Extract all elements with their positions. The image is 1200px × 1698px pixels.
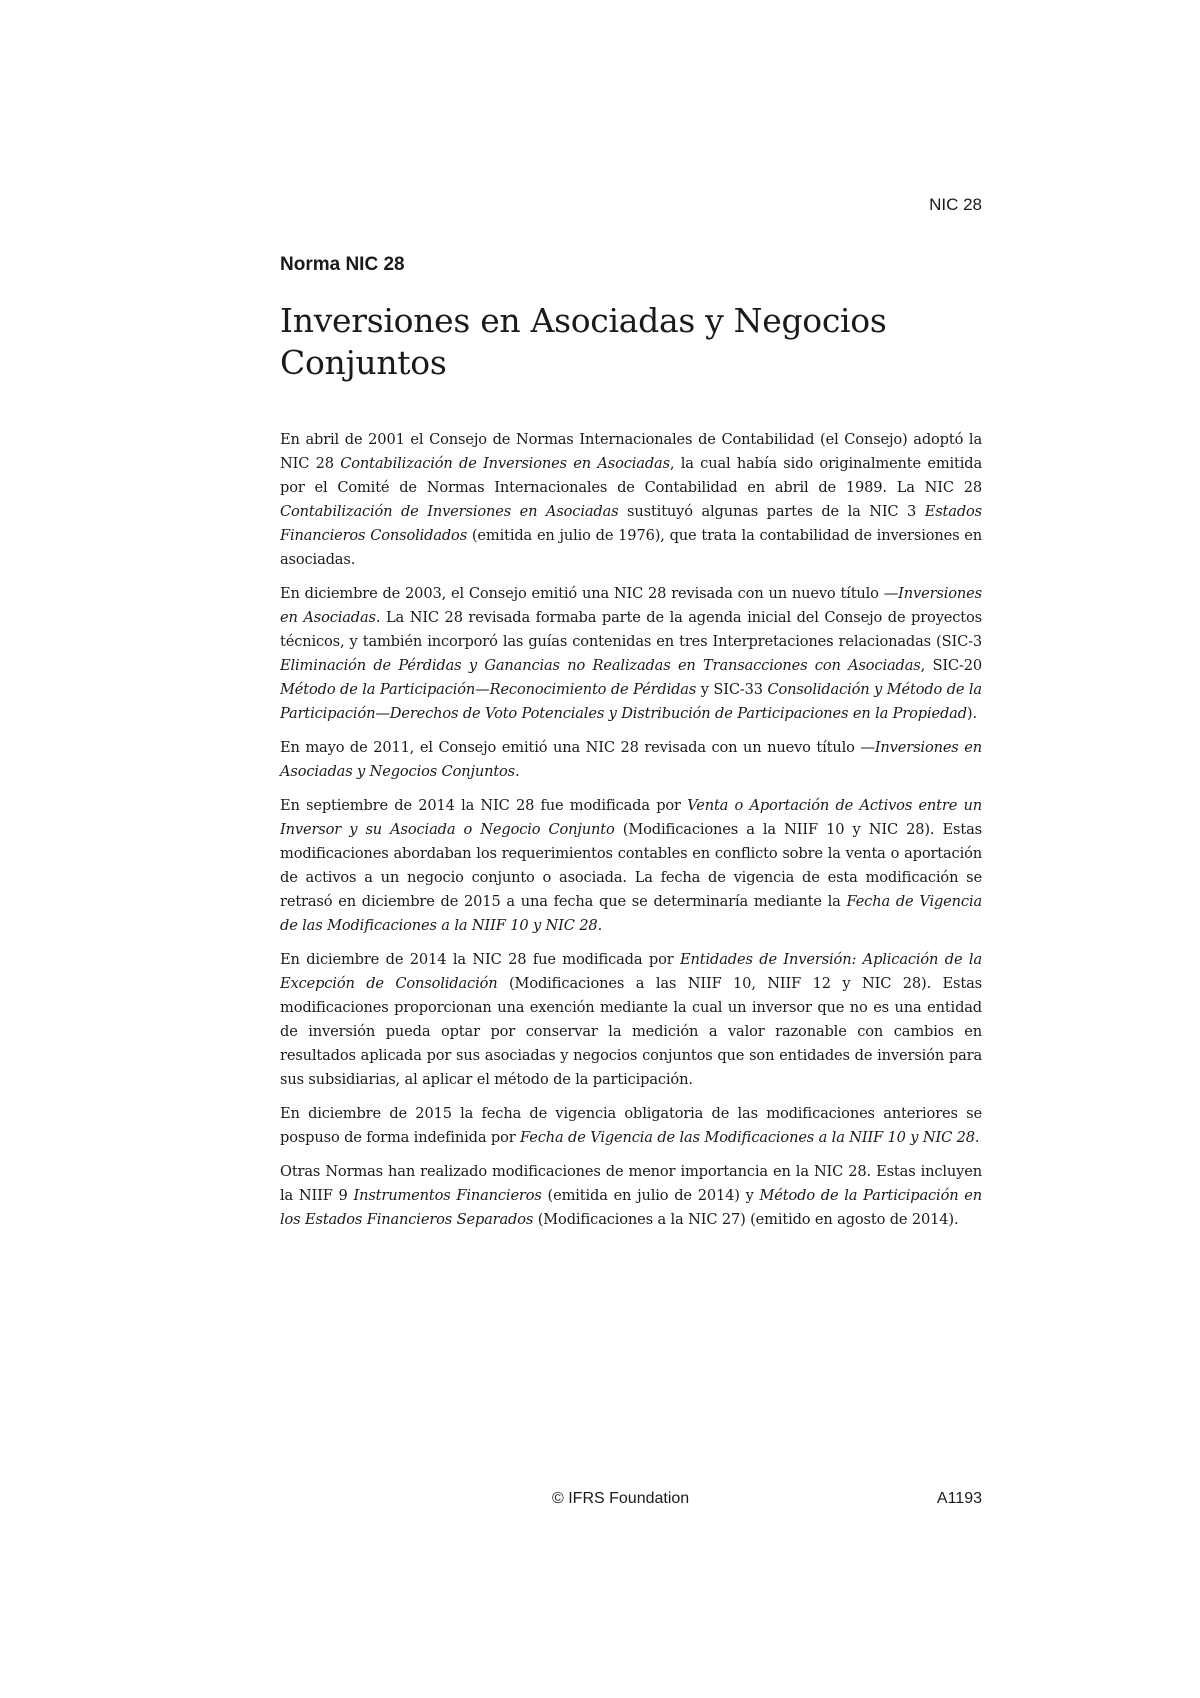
italic-title: Estados Financieros Consolidados xyxy=(280,503,982,544)
italic-title: Fecha de Vigencia de las Modificaciones a la NIIF 10 y NIC 28 xyxy=(280,893,983,934)
paragraph: En abril de 2001 el Consejo de Normas Internacionales de Contabilidad (el Consejo) adoptó la NIC 28 Contabilización de Inversiones en Asociadas, la cual había sido originalmente emitida por el Comité de Normas Internacionales de Contabilidad en abril de 1989. La NIC 28 Contabilización de Inversiones en Asociadas sustituyó algunas partes de la NIC 3 Estados Financieros Consolidados (emitida en julio de 1976), que trata la contabilidad de inversiones en asociadas. xyxy=(280,431,982,568)
paragraph: En diciembre de 2014 la NIC 28 fue modificada por Entidades de Inversión: Aplicación de la Excepción de Consolidación (Modificaciones a las NIIF 10, NIIF 12 y NIC 28). Estas modificaciones proporcionan una exención mediante la cual un inversor que no es una entidad de inversión pueda optar por conservar la medición a valor razonable con cambios en resultados aplicada por sus asociadas y negocios conjuntos que son entidades de inversión para sus subsidiarias, al aplicar el método de la participación. xyxy=(280,951,983,1088)
page-code: NIC 28 xyxy=(929,195,982,214)
italic-title: Eliminación de Pérdidas y Ganancias no Realizadas en Transacciones con Asociadas xyxy=(280,657,921,674)
italic-title: Instrumentos Financieros xyxy=(353,1187,542,1204)
body-text xyxy=(280,428,982,1242)
page-title: Inversiones en Asociadas y Negocios Conjuntos xyxy=(280,301,887,382)
italic-title: Venta o Aportación de Activos entre un Inversor y su Asociada o Negocio Conjunto xyxy=(280,797,982,838)
paragraph: En septiembre de 2014 la NIC 28 fue modificada por Venta o Aportación de Activos entre un Inversor y su Asociada o Negocio Conjunto (Modificaciones a la NIIF 10 y NIC 28). Estas modificaciones abordaban los requerimientos contables en conflicto sobre la venta o aportación de activos a un negocio conjunto o asociada. La fecha de vigencia de esta modificación se retrasó en diciembre de 2015 a una fecha que se determinaría mediante la Fecha de Vigencia de las Modificaciones a la NIIF 10 y NIC 28. xyxy=(280,797,983,934)
footer-page-number: A1193 xyxy=(936,1490,982,1507)
italic-title: Inversiones en Asociadas y Negocios Conjuntos xyxy=(280,739,982,780)
italic-title: Contabilización de Inversiones en Asociadas xyxy=(340,455,670,472)
italic-title: Método de la Participación—Reconocimiento de Pérdidas xyxy=(280,681,697,698)
italic-title: Método de la Participación en los Estados Financieros Separados xyxy=(280,1187,982,1228)
footer-copyright: © IFRS Foundation xyxy=(552,1490,690,1507)
paragraph: En diciembre de 2003, el Consejo emitió una NIC 28 revisada con un nuevo título —Inversiones en Asociadas. La NIC 28 revisada formaba parte de la agenda inicial del Consejo de proyectos técnicos, y también incorporó las guías contenidas en tres Interpretaciones relacionadas (SIC-3 Eliminación de Pérdidas y Ganancias no Realizadas en Transacciones con Asociadas, SIC-20 Método de la Participación—Reconocimiento de Pérdidas y SIC-33 Consolidación y Método de la Participación—Derechos de Voto Potenciales y Distribución de Participaciones en la Propiedad). xyxy=(280,585,982,722)
paragraph: Otras Normas han realizado modificaciones de menor importancia en la NIC 28. Estas incluyen la NIIF 9 Instrumentos Financieros (emitida en julio de 2014) y Método de la Participación en los Estados Financieros Separados (Modificaciones a la NIC 27) (emitido en agosto de 2014). xyxy=(280,1163,982,1228)
italic-title: Consolidación y Método de la Participación—Derechos de Voto Potenciales y Distribución de Participaciones en la Propiedad xyxy=(280,681,982,722)
paragraph: En diciembre de 2015 la fecha de vigencia obligatoria de las modificaciones anteriores se pospuso de forma indefinida por Fecha de Vigencia de las Modificaciones a la NIIF 10 y NIC 28. xyxy=(280,1105,982,1146)
italic-title: Inversiones en Asociadas xyxy=(280,585,982,626)
italic-title: Contabilización de Inversiones en Asociadas xyxy=(280,503,619,520)
italic-title: Entidades de Inversión: Aplicación de la Excepción de Consolidación xyxy=(280,951,983,992)
paragraph: En mayo de 2011, el Consejo emitió una NIC 28 revisada con un nuevo título —Inversiones en Asociadas y Negocios Conjuntos. xyxy=(280,739,982,780)
section-label: Norma NIC 28 xyxy=(280,254,405,275)
italic-title: Fecha de Vigencia de las Modificaciones a la NIIF 10 y NIC 28 xyxy=(520,1129,975,1146)
